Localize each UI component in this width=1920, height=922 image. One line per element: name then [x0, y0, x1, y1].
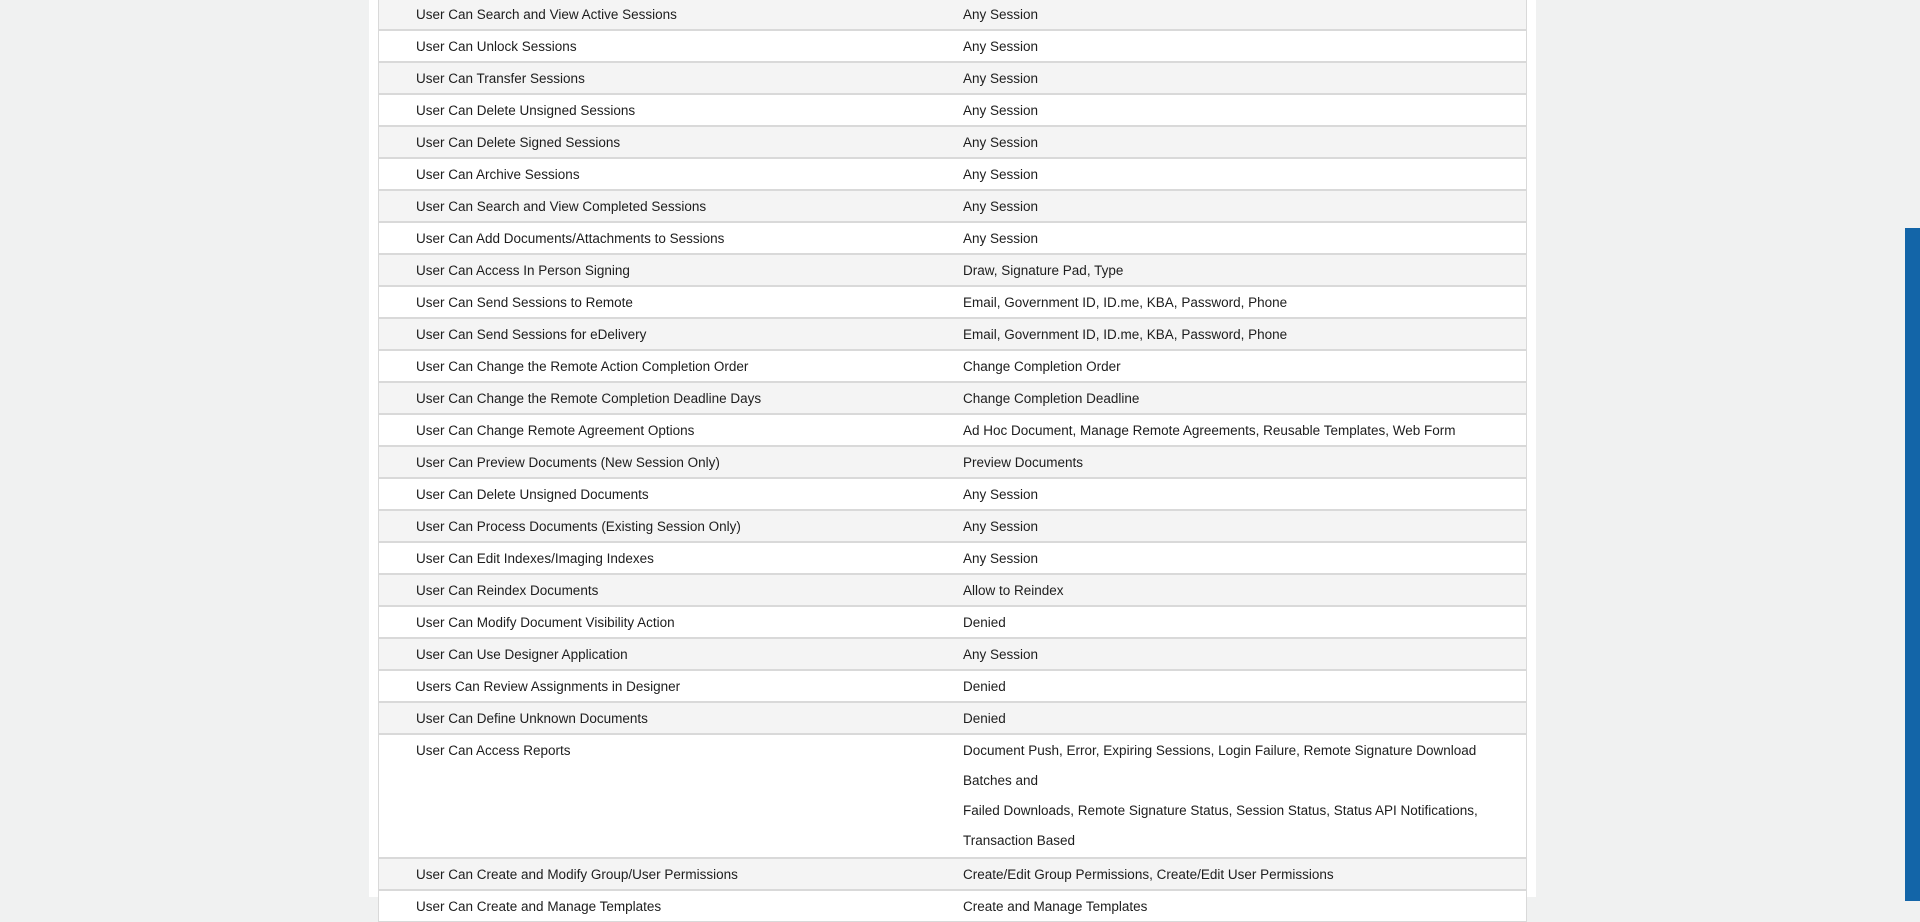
- table-row: [378, 670, 1527, 702]
- permission-value-line: Failed Downloads, Remote Signature Status, Session Status, Status API Notifications,: [963, 803, 1478, 818]
- permission-name: User Can Archive Sessions: [416, 166, 580, 182]
- permission-value: Any Session: [963, 102, 1039, 118]
- table-row: [378, 30, 1527, 62]
- permission-value: Any Session: [963, 486, 1039, 502]
- permission-name: User Can Process Documents (Existing Session Only): [416, 518, 741, 534]
- permission-name: User Can Create and Modify Group/User Permissions: [416, 866, 738, 882]
- table-row: [378, 158, 1527, 190]
- permission-name: User Can Unlock Sessions: [416, 38, 577, 54]
- permission-value: Change Completion Deadline: [963, 390, 1140, 406]
- permission-name: User Can Change Remote Agreement Options: [416, 422, 695, 438]
- table-row: [378, 0, 1527, 30]
- permission-value: Ad Hoc Document, Manage Remote Agreements, Reusable Templates, Web Form: [963, 422, 1456, 438]
- permissions-panel: [369, 0, 1536, 914]
- table-row: [378, 94, 1527, 126]
- table-row: [378, 510, 1527, 542]
- permission-name: User Can Edit Indexes/Imaging Indexes: [416, 550, 654, 566]
- table-row: [378, 414, 1527, 446]
- permissions-table: [378, 0, 1527, 922]
- table-row: [378, 638, 1527, 670]
- permission-name: User Can Change the Remote Completion Deadline Days: [416, 390, 762, 406]
- permission-value: Denied: [963, 710, 1006, 726]
- permission-value: [963, 736, 1526, 856]
- permission-name: Users Can Review Assignments in Designer: [416, 678, 681, 694]
- permission-value: Any Session: [963, 6, 1039, 22]
- permission-name: User Can Search and View Active Sessions: [416, 6, 677, 22]
- permission-name: User Can Preview Documents (New Session Only): [416, 454, 720, 470]
- permission-value: Preview Documents: [963, 454, 1084, 470]
- permission-name: User Can Create and Manage Templates: [416, 898, 662, 914]
- permission-name: User Can Delete Unsigned Sessions: [416, 102, 636, 118]
- table-row: [378, 702, 1527, 734]
- table-row: [378, 382, 1527, 414]
- permission-value: Any Session: [963, 134, 1039, 150]
- permission-value: Any Session: [963, 550, 1039, 566]
- permission-value: Any Session: [963, 646, 1039, 662]
- table-row: [378, 126, 1527, 158]
- table-row: [378, 254, 1527, 286]
- permission-name: User Can Send Sessions for eDelivery: [416, 326, 647, 342]
- permission-value-line: Document Push, Error, Expiring Sessions, Login Failure, Remote Signature Download Batches and: [963, 743, 1477, 788]
- permission-value: Email, Government ID, ID.me, KBA, Password, Phone: [963, 326, 1288, 342]
- table-row: [378, 190, 1527, 222]
- table-row: [378, 222, 1527, 254]
- permission-name: User Can Transfer Sessions: [416, 70, 585, 86]
- permission-value: Allow to Reindex: [963, 582, 1064, 598]
- table-row: [378, 542, 1527, 574]
- permission-value: Any Session: [963, 198, 1039, 214]
- table-row: [378, 890, 1527, 922]
- permission-value-line: Transaction Based: [963, 833, 1076, 848]
- permission-name: User Can Access In Person Signing: [416, 262, 630, 278]
- permission-name: User Can Change the Remote Action Completion Order: [416, 358, 749, 374]
- table-row: [378, 286, 1527, 318]
- permission-name: User Can Reindex Documents: [416, 582, 599, 598]
- permission-name: User Can Modify Document Visibility Action: [416, 614, 675, 630]
- permission-value: Any Session: [963, 518, 1039, 534]
- permission-name: User Can Delete Unsigned Documents: [416, 486, 649, 502]
- table-row: [378, 858, 1527, 890]
- permission-value: Create/Edit Group Permissions, Create/Edit User Permissions: [963, 866, 1334, 882]
- table-row: [378, 574, 1527, 606]
- permission-name: User Can Define Unknown Documents: [416, 710, 648, 726]
- permission-value: Any Session: [963, 70, 1039, 86]
- table-row: [378, 318, 1527, 350]
- table-row: [378, 734, 1527, 858]
- permission-name: User Can Send Sessions to Remote: [416, 294, 633, 310]
- permission-value: Draw, Signature Pad, Type: [963, 262, 1124, 278]
- permission-name: User Can Add Documents/Attachments to Sessions: [416, 230, 725, 246]
- permission-value: Denied: [963, 614, 1006, 630]
- permission-value: Email, Government ID, ID.me, KBA, Password, Phone: [963, 294, 1288, 310]
- table-row: [378, 606, 1527, 638]
- table-row: [378, 478, 1527, 510]
- permission-value: Any Session: [963, 38, 1039, 54]
- permission-value: Change Completion Order: [963, 358, 1121, 374]
- permission-value: Any Session: [963, 230, 1039, 246]
- table-row: [378, 350, 1527, 382]
- permission-value: Create and Manage Templates: [963, 898, 1148, 914]
- permission-name: User Can Delete Signed Sessions: [416, 134, 621, 150]
- permission-value: Any Session: [963, 166, 1039, 182]
- permission-name: User Can Search and View Completed Sessions: [416, 198, 707, 214]
- permission-value: Denied: [963, 678, 1006, 694]
- table-row: [378, 62, 1527, 94]
- permission-name: User Can Access Reports: [416, 743, 571, 758]
- scrollbar-thumb[interactable]: [1905, 228, 1920, 901]
- permission-name: User Can Use Designer Application: [416, 646, 628, 662]
- table-row: [378, 446, 1527, 478]
